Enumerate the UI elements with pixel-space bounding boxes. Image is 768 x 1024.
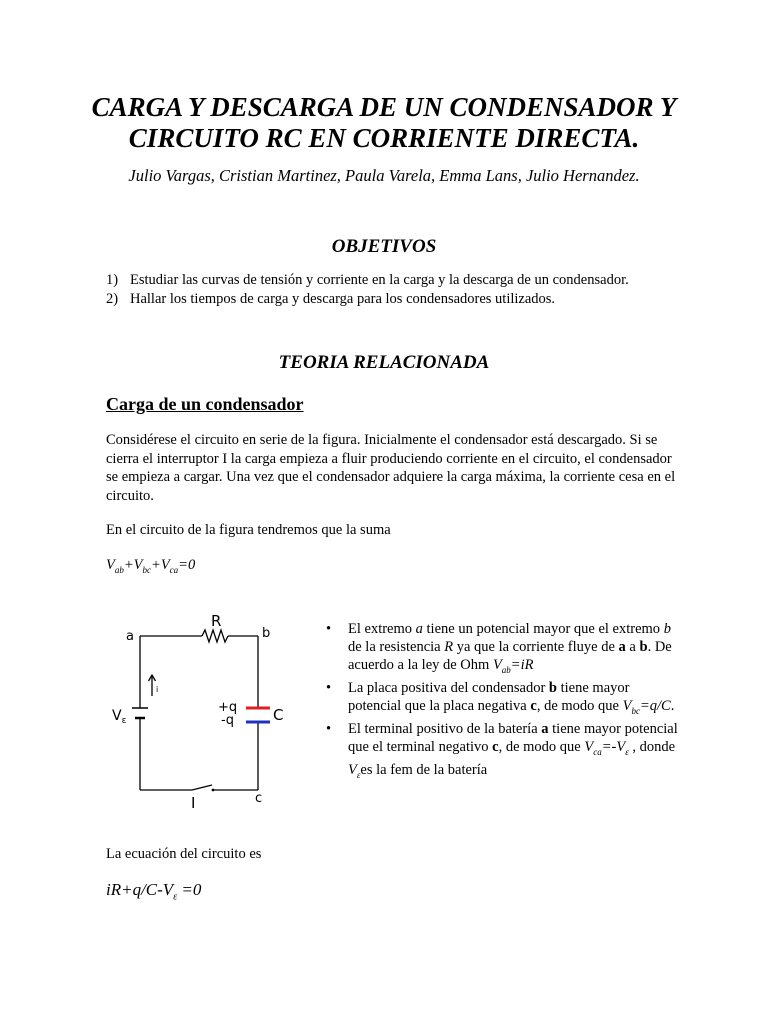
list-item: • La placa positiva del condensador b tiene mayor potencial que la placa negativa c, de modo que $V_{bc}=q/C$. — [326, 679, 686, 720]
rc-circuit-diagram — [104, 604, 300, 814]
label-R: R — [211, 612, 222, 630]
label-a: a — [126, 629, 134, 644]
list-item: • El terminal positivo de la batería a tiene mayor potencial que el terminal negativo c, de modo que $V_{ca}=-V_\varepsilon$ , donde $V_\varepsilon es$ la fem de la batería — [326, 720, 686, 784]
paragraph-sum: En el circuito de la figura tendremos que la suma — [106, 522, 391, 538]
bullet-list — [326, 620, 686, 784]
section-subheading: Carga de un condensador — [106, 394, 304, 414]
label-battery: $V_\varepsilon$ — [112, 708, 127, 726]
teoria-heading: TEORIA RELACIONADA — [278, 352, 490, 373]
label-I: I — [191, 794, 196, 812]
label-c: c — [255, 791, 263, 806]
label-b: b — [262, 626, 271, 641]
list-item: 2) Hallar los tiempos de carga y descarga para los condensadores utilizados. — [106, 291, 556, 307]
list-item: • El extremo a tiene un potencial mayor que el extremo b de la resistencia R ya que la corriente fluye de a a b. De acuerdo a la ley de Ohm $V_{ab}=iR$ — [326, 620, 686, 679]
circuit-equation: $iR+q/C-V_\varepsilon =0$ — [106, 880, 202, 903]
title-line-2: CIRCUITO RC EN CORRIENTE DIRECTA. — [128, 123, 640, 153]
list-item: 1) Estudiar las curvas de tensión y corriente en la carga y la descarga de un condensador. — [106, 272, 629, 288]
document-title — [60, 92, 708, 154]
label-plus-q: +q — [218, 700, 238, 715]
objetivos-heading: OBJETIVOS — [331, 236, 437, 257]
objetivos-list — [106, 271, 629, 309]
paragraph-intro: Considérese el circuito en serie de la figura. Inicialmente el condensador está descargado. Si se cierra el interruptor I la carga empieza a fluir produciendo corriente en el circuito, el condensador se empieza a cargar. Una vez que el condensador adquiere la carga máxima, la corriente cesa en el circuito. — [106, 432, 676, 504]
resistor-symbol — [202, 630, 228, 642]
label-minus-q: -q — [221, 713, 234, 728]
label-i: i — [156, 685, 159, 694]
sum-equation: $V_{ab}+V_{bc}+V_{ca}=0$ — [106, 557, 196, 575]
switch-contact — [212, 789, 215, 792]
authors: Julio Vargas, Cristian Martinez, Paula Varela, Emma Lans, Julio Hernandez. — [128, 166, 640, 185]
paragraph-ecuacion: La ecuación del circuito es — [106, 846, 262, 862]
label-C: C — [273, 706, 284, 724]
title-line-1: CARGA Y DESCARGA DE UN CONDENSADOR Y — [91, 92, 677, 122]
